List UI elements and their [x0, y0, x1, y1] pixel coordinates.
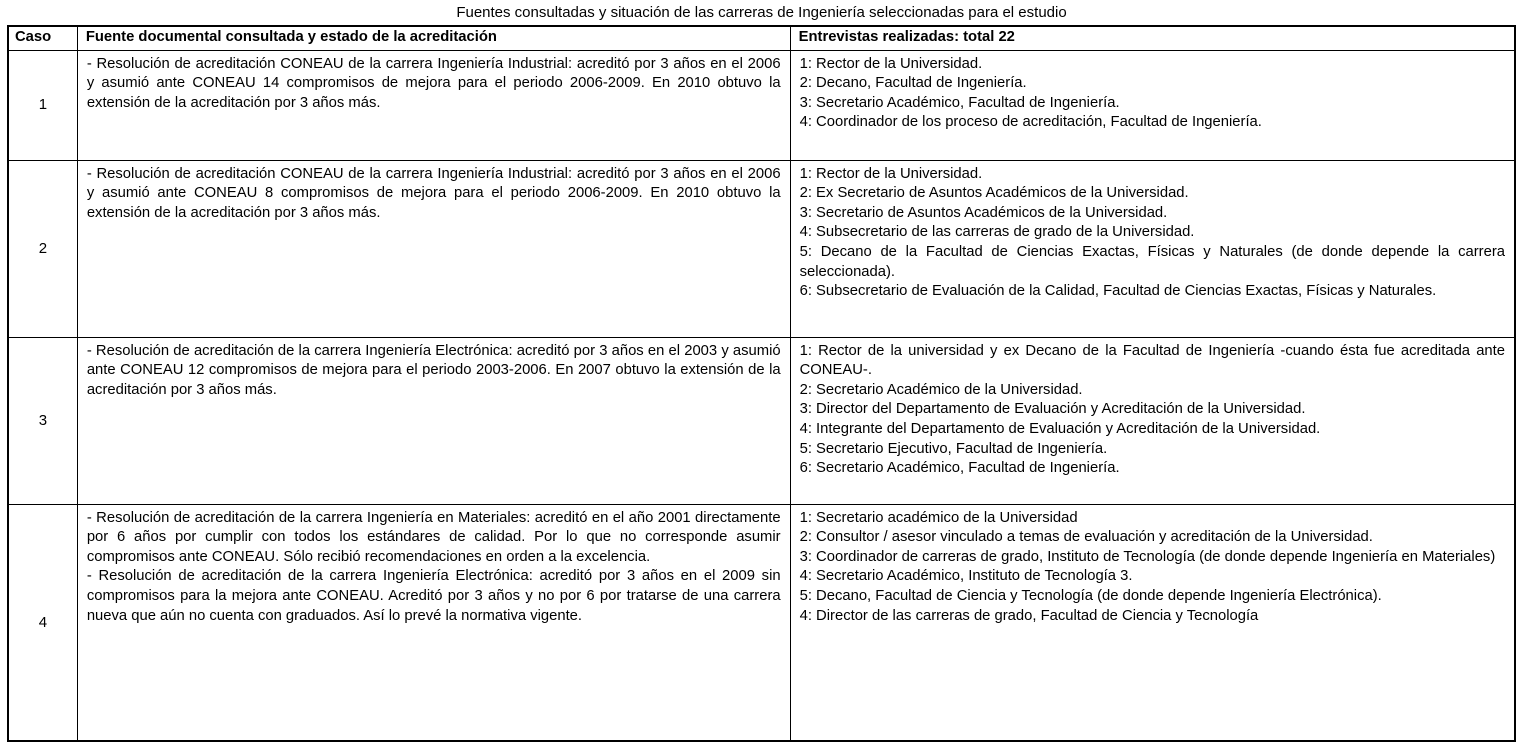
entrevista-item: 4: Director de las carreras de grado, Facultad de Ciencia y Tecnología: [799, 607, 1259, 624]
table-title: Fuentes consultadas y situación de las carreras de Ingeniería seleccionadas para el estudio: [456, 4, 1067, 21]
fuente-paragraph: - Resolución de acreditación de la carrera Ingeniería Electrónica: acreditó por 3 años en el 2003 y asumió ante CONEAU 12 compromisos de mejora para el periodo 2003-2006. En 2007 obtuvo la extensión de la acreditación por 3 años más.: [86, 342, 781, 398]
entrevista-item: 2: Ex Secretario de Asuntos Académicos de la Universidad.: [799, 185, 1189, 202]
caso-number: 4: [8, 504, 77, 741]
sources-interviews-table: [7, 25, 1516, 742]
header-entrevistas: Entrevistas realizadas: total 22: [790, 26, 1515, 50]
entrevista-item: 4: Integrante del Departamento de Evaluación y Acreditación de la Universidad.: [799, 420, 1321, 437]
entrevista-item: 2: Decano, Facultad de Ingeniería.: [799, 75, 1027, 92]
entrevista-item: 3: Secretario de Asuntos Académicos de la Universidad.: [799, 204, 1168, 221]
header-caso: Caso: [8, 26, 77, 50]
fuente-cell: [77, 160, 790, 337]
fuente-paragraph: - Resolución de acreditación CONEAU de la carrera Ingeniería Industrial: acreditó por 3 años en el 2006 y asumió ante CONEAU 14 compromisos de mejora para el periodo 2006-2009. En 2010 obtuvo la extensión de la acreditación por 3 años más.: [86, 55, 781, 111]
entrevista-item: 3: Coordinador de carreras de grado, Instituto de Tecnología (de donde depende Ingeniería en Materiales): [799, 548, 1496, 565]
fuente-cell: [77, 504, 790, 741]
header-fuente: Fuente documental consultada y estado de la acreditación: [77, 26, 790, 50]
table-row-caso-1: [8, 50, 1515, 160]
fuente-cell: [77, 50, 790, 160]
entrevista-item: 5: Decano de la Facultad de Ciencias Exactas, Físicas y Naturales (de donde depende la carrera seleccionada).: [799, 243, 1505, 280]
entrevista-item: 1: Rector de la Universidad.: [799, 55, 983, 72]
entrevista-item: 2: Secretario Académico de la Universidad.: [799, 381, 1083, 398]
entrevista-item: 1: Rector de la universidad y ex Decano de la Facultad de Ingeniería -cuando ésta fue acreditada ante CONEAU-.: [799, 342, 1505, 379]
entrevista-item: 4: Secretario Académico, Instituto de Tecnología 3.: [799, 568, 1133, 585]
fuente-paragraph: - Resolución de acreditación de la carrera Ingeniería en Materiales: acreditó en el año 2001 directamente por 6 años por cumplir con todos los estándares de calidad. Por lo que no corresponde asumir compromisos ante CONEAU. Sólo recibió recomendaciones en orden a la excelencia.: [86, 509, 781, 565]
entrevista-item: 1: Rector de la Universidad.: [799, 165, 983, 182]
entrevista-item: 6: Secretario Académico, Facultad de Ingeniería.: [799, 460, 1120, 477]
fuente-paragraph: - Resolución de acreditación CONEAU de la carrera Ingeniería Industrial: acreditó por 3 años en el 2006 y asumió ante CONEAU 8 compromisos de mejora para el periodo 2006-2009. En 2010 obtuvo la extensión de la acreditación por 3 años más.: [86, 165, 781, 221]
entrevistas-cell: [790, 337, 1515, 504]
entrevista-item: 2: Consultor / asesor vinculado a temas de evaluación y acreditación de la Universidad.: [799, 529, 1373, 546]
caso-number: 1: [8, 50, 77, 160]
entrevistas-cell: [790, 160, 1515, 337]
fuente-paragraph: - Resolución de acreditación de la carrera Ingeniería Electrónica: acreditó por 3 años en el 2009 sin compromisos para la mejora ante CONEAU. Acreditó por 3 años y no por 6 por tratarse de una carrera nueva que aún no cuenta con graduados. Así lo prevé la normativa vigente.: [86, 568, 781, 624]
entrevista-item: 1: Secretario académico de la Universidad: [799, 509, 1078, 526]
caso-number: 3: [8, 337, 77, 504]
entrevista-item: 5: Decano, Facultad de Ciencia y Tecnología (de donde depende Ingeniería Electrónica).: [799, 587, 1382, 604]
table-row-caso-4: [8, 504, 1515, 741]
entrevista-item: 6: Subsecretario de Evaluación de la Calidad, Facultad de Ciencias Exactas, Físicas y Naturales.: [799, 283, 1437, 300]
entrevista-item: 5: Secretario Ejecutivo, Facultad de Ingeniería.: [799, 440, 1108, 457]
entrevista-item: 3: Director del Departamento de Evaluación y Acreditación de la Universidad.: [799, 401, 1306, 418]
fuente-cell: [77, 337, 790, 504]
caso-number: 2: [8, 160, 77, 337]
entrevistas-cell: [790, 50, 1515, 160]
entrevista-item: 4: Coordinador de los proceso de acreditación, Facultad de Ingeniería.: [799, 114, 1262, 131]
entrevista-item: 4: Subsecretario de las carreras de grado de la Universidad.: [799, 224, 1195, 241]
table-row-caso-3: [8, 337, 1515, 504]
entrevista-item: 3: Secretario Académico, Facultad de Ingeniería.: [799, 94, 1120, 111]
entrevistas-cell: [790, 504, 1515, 741]
header-row: [8, 26, 1515, 50]
table-row-caso-2: [8, 160, 1515, 337]
